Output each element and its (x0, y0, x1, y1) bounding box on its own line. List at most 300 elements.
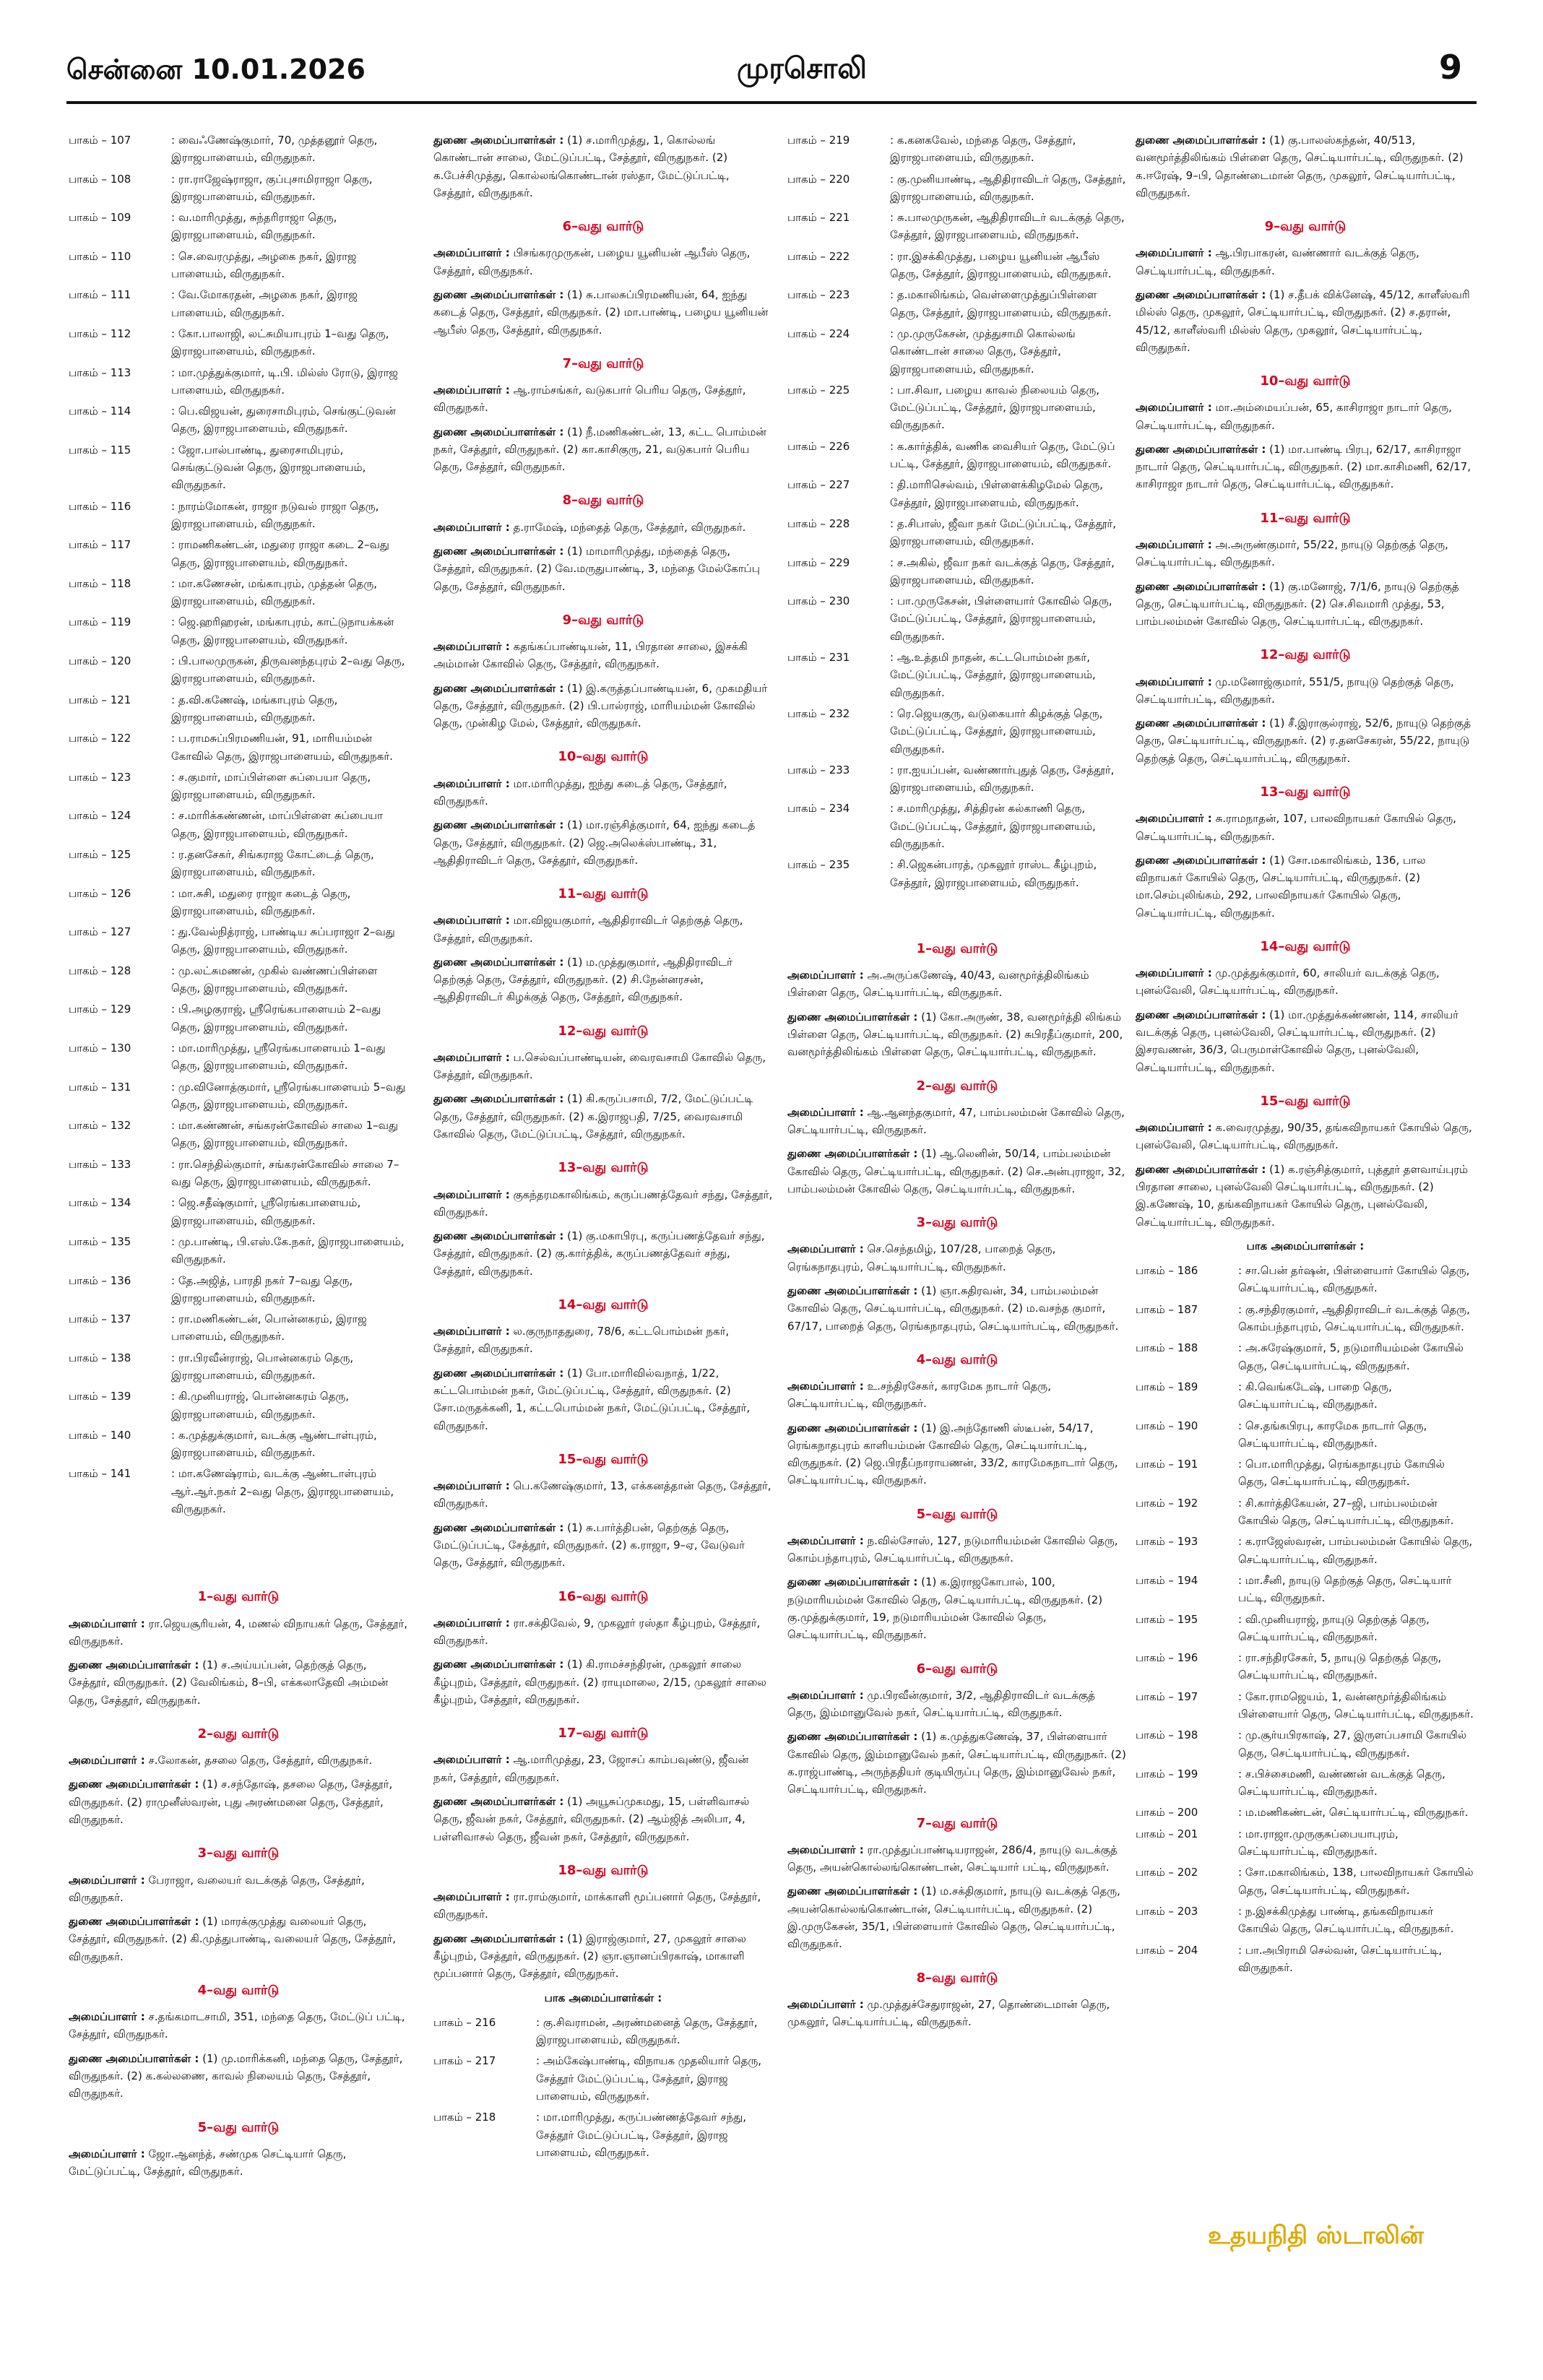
booth-entry (69, 286, 408, 321)
booth-entry (69, 691, 408, 727)
booth-entry (1136, 1378, 1475, 1414)
booth-organiser: : க.ராஜேஸ்வரன், பாம்பலம்மன் கோயில் தெரு, செட்டியார்பட்டி, விருதுநகர். (1238, 1535, 1473, 1566)
organiser-entry (433, 1090, 773, 1143)
booth-entry (787, 515, 1127, 550)
entry-role: அமைப்பாளர் : (433, 776, 510, 790)
entry-role: அமைப்பாளர் : (69, 2010, 145, 2024)
booth-entry (69, 170, 408, 206)
booth-organiser: : கோ.ராமஜெயம், 1, வன்னமூர்த்திலிங்கம் பிள்ளையார் தெரு, செட்டியார்பட்டி, விருதுநகர். (1238, 1689, 1474, 1721)
booth-number: பாகம் – 218 (433, 2111, 496, 2124)
ward-heading: 4–வது வார்டு (197, 1983, 280, 1998)
booth-number: பாகம் – 227 (787, 478, 850, 492)
entry-role: துணை அமைப்பாளர்கள் : (433, 1229, 564, 1243)
booth-organiser: : அம்கேஷ்பாண்டி, விநாயக முதலியார் தெரு, சேத்தூர் மேட்டுப்பட்டி, சேத்தூர், இராஜ பாளையம், விருதுநகர். (536, 2054, 762, 2103)
booth-organiser: : ஜெ.ஹரிஹரன், மங்காபுரம், காட்டுநாயக்கன் தெரு, இராஜபாளையம், விருதுநகர். (171, 615, 394, 646)
booth-organiser: : பொ.மாரிமுத்து, ரெங்கநாதபுரம் கோயில் தெரு, செட்டியார்பட்டி, விருதுநகர். (1238, 1458, 1445, 1489)
entry-text: (1) கு.மகாபிரபு, கருப்பணத்தேவர் சந்து, சேத்தூர், விருதுநகர். (2) கு.கார்த்திக், கருப்பணத்தேவர் சந்து, சேத்தூர், விருதுநகர். (433, 1229, 765, 1278)
entry-text: பிசங்கரமுருகன், பழைய யூனியன் ஆபீஸ் தெரு, சேத்தூர், விருதுநகர். (433, 246, 751, 277)
continued-entry (1136, 131, 1475, 202)
entry-text: உ.சந்திரசேகர், காரமேக நாடார் தெரு, செட்டியார்பட்டி, விருதுநகர். (787, 1379, 1051, 1411)
booth-organiser: : ரா.இசக்கிமுத்து, பழைய யூனியன் ஆபீஸ் தெரு, சேத்தூர், இராஜபாளையம், விருதுநகர். (890, 249, 1112, 281)
organiser-entry (433, 1227, 773, 1280)
entry-role: அமைப்பாளர் : (433, 1753, 510, 1767)
entry-role: துணை அமைப்பாளர்கள் : (433, 287, 564, 301)
ward-heading: 16–வது வார்டு (558, 1588, 649, 1604)
booth-number: பாகம் – 204 (1136, 1943, 1198, 1957)
booth-number: பாகம் – 223 (787, 288, 850, 302)
entry-text: (1) கி.ராமச்சந்திரன், முகலூர் சாலை கீழ்புறம், சேத்தூர், விருதுநகர். (2) ராயுமாலை, 2/15, முகலூர் சாலை கீழ்புறம், சேத்தூர், விருதுநகர். (433, 1658, 766, 1706)
entry-role: துணை அமைப்பாளர்கள் : (69, 1658, 199, 1672)
organiser-entry (1136, 1006, 1475, 1076)
booth-number: பாகம் – 232 (787, 706, 850, 720)
booth-organiser: : ஜோ.பால்பாண்டி, துரைசாமிபுரம், செங்குட்டுவன் தெரு, இராஜபாளையம், விருதுநகர். (171, 443, 366, 492)
entry-role: துணை அமைப்பாளர்கள் : (787, 1010, 918, 1024)
booth-number: பாகம் – 199 (1136, 1767, 1198, 1780)
entry-role: துணை அமைப்பாளர்கள் : (433, 1658, 564, 1671)
organiser-entry (787, 1728, 1127, 1798)
entry-text: பேராஜா, வலையர் வடக்குத் தெரு, சேத்தூர், விருதுநகர். (69, 1873, 365, 1904)
entry-text: ஆ.ஆனந்தகுமார், 47, பாம்பலம்மன் கோவில் தெரு, செட்டியார்பட்டி, விருதுநகர். (787, 1105, 1125, 1136)
entry-role: துணை அமைப்பாளர்கள் : (787, 1421, 918, 1435)
ward-heading: 8–வது வார்டு (562, 493, 644, 509)
booth-organiser: : கு.முனியாண்டி, ஆதிதிராவிடர் தெரு, சேத்தூர், இராஜபாளையம், விருதுநகர். (890, 172, 1126, 203)
entry-role: அமைப்பாளர் : (1136, 675, 1212, 688)
booth-entry (69, 1000, 408, 1036)
booth-organiser: : சி.ஜெகன்பாரத், முகலூர் ராஸ்ட கீழ்புறம், சேத்தூர், இராஜபாளையம், விருதுநகர். (890, 858, 1097, 889)
entry-role: அமைப்பாளர் : (433, 246, 510, 260)
organiser-entry (433, 519, 773, 536)
ward-heading: 14–வது வார்டு (558, 1297, 649, 1313)
booth-organiser: : ரெ.ஜெயகுரு, வடுகையார் கிழக்குத் தெரு, மேட்டுப்பட்டி, சேத்தூர், இராஜபாளையம், விருதுநகர். (890, 706, 1103, 756)
booth-list-2 (433, 2014, 773, 2161)
booth-entry (1136, 1903, 1475, 1938)
ward-heading: 8–வது வார்டு (916, 1970, 998, 1986)
entry-role: துணை அமைப்பாளர்கள் : (69, 2051, 199, 2065)
booth-entry (1136, 1688, 1475, 1723)
booth-number: பாகம் – 117 (69, 538, 131, 552)
ward-heading: 7–வது வார்டு (562, 355, 644, 371)
organiser-entry (433, 1930, 773, 1983)
ward-heading: 10–வது வார்டு (558, 749, 649, 765)
booth-organiser: : பா.சிவா, பழைய காவல் நிலையம் தெரு, மேட்டுப்பட்டி, சேத்தூர், இராஜபாளையம், விருதுநகர். (890, 383, 1100, 432)
booth-number: பாகம் – 120 (69, 654, 131, 668)
ward-heading: 13–வது வார்டு (1260, 784, 1351, 800)
booth-entry (787, 800, 1127, 852)
booth-organiser: : ரா.ஐயப்பன், வண்ணார்புதுத் தெரு, சேத்தூர், இராஜபாளையம், விருதுநகர். (890, 763, 1115, 795)
entry-text: (1) நீ.மணிகண்டன், 13, கட்ட பொம்மன் நகர், சேத்தூர், விருதுநகர். (2) கா.காசிகுரு, 21, வடுகபார் பெரிய தெரு, சேத்தூர், விருதுநகர். (433, 425, 766, 474)
booth-number: பாகம் – 228 (787, 516, 850, 530)
booth-entry (787, 131, 1127, 167)
booth-organiser: : ரா.செந்தில்குமார், சங்கரன்கோவில் சாலை 7–வது தெரு, இராஜபாளையம், விருதுநகர். (171, 1157, 399, 1189)
booth-number: பாகம் – 122 (69, 732, 131, 745)
entry-text: (1) சு.பார்த்திபன், தெற்குத் தெரு, மேட்டுப்பட்டி, சேத்தூர், விருதுநகர். (2) க.ராஜா, 9–ஏ, வேடுவர் தெரு, சேத்தூர், விருதுநகர். (433, 1520, 745, 1570)
entry-text: ச.தங்கமாடசாமி, 351, மந்தை தெரு, மேட்டுப் பட்டி, சேத்தூர், விருதுநகர். (69, 2010, 405, 2041)
booth-organiser: : மா.மாரிமுத்து, ஸ்ரீரெங்கபாளையம் 1–வது தெரு, இராஜபாளையம், விருதுநகர். (171, 1041, 386, 1073)
ward-heading: 9–வது வார்டு (562, 612, 644, 628)
booth-organiser: : ரா.ராஜேஷ்ராஜா, குப்புசாமிராஜா தெரு, இராஜபாளையம், விருதுநகர். (171, 172, 373, 203)
entry-text: (1) ம.சக்திகுமார், நாயுடு வடக்குத் தெரு, அயன்கொல்லங்கொண்டான், செட்டியார்பட்டி, விருதுநகர். (2) இ.முருகேசன், 35/1, பிள்ளையார் கோவில் தெரு, செட்டியார்பட்டி, விருதுநகர். (787, 1884, 1120, 1951)
booth-number: பாகம் – 133 (69, 1157, 131, 1171)
entry-role: அமைப்பாளர் : (787, 1242, 864, 1256)
booth-number: பாகம் – 108 (69, 172, 131, 186)
booth-organiser: : க.கனகவேல், மந்தை தெரு, சேத்தூர், இராஜபாளையம், விருதுநகர். (890, 134, 1076, 165)
booth-number: பாகம் – 189 (1136, 1380, 1198, 1393)
organiser-entry (787, 1532, 1127, 1567)
booth-entry (1136, 1726, 1475, 1762)
booth-number: பாகம் – 131 (69, 1080, 131, 1094)
entry-text: (1) கு.பாலஸ்கந்தன், 40/513, வனமூர்த்திலிங்கம் பிள்ளை தெரு, செட்டியார்பட்டி, விருதுநகர். (2) க.ஈரேஷ், 9–பி, தொண்டைமான் தெரு, முகலூர், செட்டியார்பட்டி, விருதுநகர். (1136, 134, 1464, 199)
booth-number: பாகம் – 136 (69, 1273, 131, 1287)
booth-organiser: : க.கார்த்திக், வணிக வைசியர் தெரு, மேட்டுப் பட்டி, சேத்தூர், இராஜபாளையம், விருதுநகர். (890, 439, 1115, 471)
booth-organiser: : மா.சீனி, நாயுடு தெற்குத் தெரு, செட்டியார் பட்டி, விருதுநகர். (1238, 1573, 1452, 1605)
entry-role: துணை அமைப்பாளர்கள் : (787, 1284, 918, 1297)
booth-entry (787, 170, 1127, 206)
booth-organiser: : பா.அபிராமி செல்வன், செட்டியார்பட்டி, விருதுநகர். (1238, 1943, 1443, 1974)
booth-entry (69, 575, 408, 610)
booth-entry (69, 1349, 408, 1385)
ward-heading: 13–வது வார்டு (558, 1160, 649, 1176)
booth-entry (69, 248, 408, 283)
entry-text: ரா.ராம்குமார், மாக்காளி மூப்பனார் தெரு, சேத்தூர், விருதுநகர். (433, 1890, 761, 1921)
booth-organiser: : ம.மணிகண்டன், செட்டியார்பட்டி, விருதுநகர். (1238, 1806, 1469, 1819)
ward-heading: 14–வது வார்டு (1260, 938, 1351, 954)
entry-text: குகந்தரமகாலிங்கம், கருப்பணத்தேவர் சந்து, சேத்தூர், விருதுநகர். (433, 1187, 773, 1219)
booth-entry (1136, 1611, 1475, 1646)
entry-role: அமைப்பாளர் : (433, 1050, 510, 1064)
entry-text: (1) மாமாரிமுத்து, மந்தைத் தெரு, சேத்தூர், விருதுநகர். (2) வே.மருதுபாண்டி, 3, மந்தை மேல்கோப்பு தெரு, சேத்தூர், விருதுநகர். (433, 544, 760, 593)
booth-number: பாகம் – 198 (1136, 1728, 1198, 1742)
entry-text: (1) சு.பாலசுப்பிரமணியன், 64, ஐந்து கடைத் தெரு, சேத்தூர், விருதுநகர். (2) மா.பாண்டி, பழைய யூனியன் ஆபீஸ் தெரு, சேத்தூர், விருதுநகர். (433, 287, 769, 337)
booth-organiser: : த.வி.கணேஷ், மங்காபுரம் தெரு, இராஜபாளையம், விருதுநகர். (171, 693, 338, 724)
booth-organiser: : சு.பாலமுருகன், ஆதிதிராவிடர் வடக்குத் தெரு, சேத்தூர், இராஜபாளையம், விருதுநகர். (890, 211, 1125, 242)
booth-organiser: : வ.மாரிமுத்து, சுந்தரிராஜா தெரு, இராஜபாளையம், விருதுநகர். (171, 211, 337, 242)
booth-number: பாகம் – 191 (1136, 1458, 1198, 1471)
ward-heading: 2–வது வார்டு (916, 1078, 998, 1094)
organiser-entry (69, 1615, 408, 1650)
booth-entry (69, 807, 408, 842)
entry-text: ப.செல்வப்பாண்டியன், வைரவசாமி கோவில் தெரு, சேத்தூர், விருதுநகர். (433, 1050, 766, 1082)
entry-text: (1) ம.முத்துகுமார், ஆதிதிராவிடர் தெற்குத் தெரு, சேத்தூர், விருதுநகர். (2) சி.நேன்னரசன், ஆதிதிராவிடர் கிழக்குத் தெரு, சேத்தூர், விருதுநகர். (433, 955, 732, 1004)
page-number: 9 (1439, 48, 1463, 87)
entry-role: துணை அமைப்பாளர்கள் : (433, 1092, 564, 1106)
booth-entry (69, 613, 408, 649)
entry-role: துணை அமைப்பாளர்கள் : (433, 1931, 564, 1945)
organiser-entry (1136, 1161, 1475, 1231)
booth-number: பாகம் – 107 (69, 134, 131, 147)
organiser-entry (69, 1871, 408, 1907)
booth-entry (433, 2052, 773, 2105)
entry-role: அமைப்பாளர் : (787, 1533, 864, 1547)
booth-entry (787, 325, 1127, 378)
entry-role: அமைப்பாளர் : (787, 1105, 864, 1119)
booth-organiser: : வே.மோகரதன், அழகை நகர், இராஜ பாளையம், விருதுநகர். (171, 288, 358, 319)
entry-role: அமைப்பாளர் : (1136, 812, 1212, 826)
entry-role: துணை அமைப்பாளர்கள் : (1136, 1162, 1266, 1176)
entry-text: (1) க.இராஜகோபால், 100, நடுமாரியம்மன் கோவில் தெரு, செட்டியார்பட்டி, விருதுநகர். (2) கு.முத்துக்குமார், 19, நடுமாரியம்மன் கோவில் தெரு, செட்டியார்பட்டி, விருதுநகர். (787, 1575, 1103, 1642)
booth-number: பாகம் – 124 (69, 809, 131, 823)
booth-organiser: : ஜெ.சதீஷ்குமார், ஸ்ரீரெங்கபாளையம், இராஜபாளையம், விருதுநகர். (171, 1196, 361, 1227)
entry-text: மா.மாரிமுத்து, ஐந்து கடைத் தெரு, சேத்தூர், விருதுநகர். (433, 776, 727, 808)
organiser-entry (433, 286, 773, 339)
organiser-entry (69, 1656, 408, 1709)
entry-text: (1) மு.மாரிக்கனி, மந்தை தெரு, சேத்தூர், விருதுநகர். (2) க.கல்லணை, காவல் நிலையம் தெரு, சேத்தூர், விருதுநகர். (69, 2051, 403, 2100)
booth-organiser: : ப.ராமசுப்பிரமணியன், 91, மாரியம்மன் கோவில் தெரு, இராஜபாளையம், விருதுநகர். (171, 732, 393, 763)
organiser-entry (1136, 810, 1475, 845)
booth-number: பாகம் – 127 (69, 925, 131, 939)
entry-role: துணை அமைப்பாளர்கள் : (1136, 853, 1266, 867)
entry-role: அமைப்பாளர் : (1136, 1121, 1212, 1135)
ward-heading: 18–வது வார்டு (558, 1862, 649, 1878)
entry-role: அமைப்பாளர் : (787, 1379, 864, 1393)
booth-entry (69, 1465, 408, 1518)
organiser-entry (69, 1775, 408, 1828)
booth-organiser: : மு.வினோத்குமார், ஸ்ரீரெங்கபாளையம் 5–வது தெரு, இராஜபாளையம், விருதுநகர். (171, 1080, 406, 1111)
booth-organiser: : மு.முருகேசன், முத்துசாமி கொல்லங் கொண்டான் சாலை தெரு, சேத்தூர், இராஜபாளையம், விருதுநகர். (890, 326, 1076, 376)
entry-text: க.வைரமுத்து, 90/35, தங்கவிநாயகர் கோயில் தெரு, புனல்வேலி, செட்டியார்பட்டி, விருதுநகர். (1136, 1121, 1472, 1152)
booth-entry (69, 885, 408, 920)
issue-date: சென்னை 10.01.2026 (66, 53, 366, 85)
column-2 (433, 131, 773, 2165)
organiser-entry (1136, 714, 1475, 767)
booth-number: பாகம் – 188 (1136, 1341, 1198, 1355)
organiser-entry (787, 1240, 1127, 1276)
booth-entry (1136, 1417, 1475, 1453)
organiser-entry (69, 1752, 408, 1769)
booth-organisers-heading: பாக அமைப்பாளர்கள் : (1246, 1239, 1365, 1252)
entry-role: துணை அமைப்பாளர்கள் : (1136, 442, 1266, 456)
entry-text: (1) ச.மாரிமுத்து, 1, கொல்லங் கொண்டான் சாலை, மேட்டுப்பட்டி, சேத்தூர், விருதுநகர். (2) க.பேச்சிமுத்து, கொல்லங்கொண்டான் ரஸ்தா, மேட்டுப்பட்டி, சேத்தூர், விருதுநகர். (433, 134, 730, 199)
entry-text: ஆ.பிரபாகரன், வண்ணார் வடக்குத் தெரு, செட்டியார்பட்டி, விருதுநகர். (1136, 246, 1419, 277)
organiser-entry (1136, 852, 1475, 922)
booth-entry (69, 1194, 408, 1229)
booth-number: பாகம் – 138 (69, 1351, 131, 1364)
booth-entry (69, 730, 408, 765)
organiser-entry (69, 2145, 408, 2181)
entry-role: துணை அமைப்பாளர்கள் : (433, 818, 564, 832)
entry-text: (1) கு.மனோஜ், 7/1/6, நாயுடு தெற்குத் தெரு, செட்டியார்பட்டி, விருதுநகர். (2) செ.சிவமாரி முத்து, 53, பாம்பலம்மன் கோவில் தெரு, செட்டியார்பட்டி, விருதுநகர். (1136, 579, 1459, 628)
ward-heading: 1–வது வார்டு (916, 940, 998, 956)
booth-number: பாகம் – 111 (69, 288, 131, 302)
booth-entry (69, 1078, 408, 1114)
booth-entry (69, 1272, 408, 1307)
organiser-entry (433, 1751, 773, 1786)
booth-number: பாகம் – 134 (69, 1196, 131, 1210)
entry-text: மு.பிரவீன்குமார், 3/2, ஆதிதிராவிடர் வடக்குத் தெரு, இம்மானுவேல் நகர், செட்டியார்பட்டி, விருதுநகர். (787, 1688, 1096, 1720)
organiser-entry (433, 1186, 773, 1221)
booth-organiser: : மா.முத்துக்குமார், டி.பி. மில்ஸ் ரோடு, இராஜ பாளையம், விருதுநகர். (171, 365, 398, 397)
organiser-entry (433, 1519, 773, 1572)
booth-number: பாகம் – 113 (69, 365, 131, 379)
ward-heading: 1–வது வார்டு (197, 1589, 280, 1605)
booth-number: பாகம் – 135 (69, 1234, 131, 1248)
booth-number: பாகம் – 132 (69, 1119, 131, 1133)
column-4 (1136, 131, 1475, 1980)
entry-role: துணை அமைப்பாளர்கள் : (433, 544, 564, 558)
booth-organiser: : சோ.மகாலிங்கம், 138, பாலவிநாயகர் கோயில் தெரு, செட்டியார்பட்டி, விருதுநகர். (1238, 1866, 1474, 1897)
organiser-entry (787, 1008, 1127, 1061)
organiser-entry (433, 1793, 773, 1845)
booth-number: பாகம் – 220 (787, 172, 850, 186)
ward-heading: 17–வது வார்டு (558, 1726, 649, 1741)
booth-entry (787, 209, 1127, 244)
entry-role: அமைப்பாளர் : (69, 1754, 145, 1767)
entry-text: (1) இ.கருத்தப்பாண்டியன், 6, முகமதியர் தெரு, சேத்தூர், விருதுநகர். (2) பி.பால்ராஜ், மாரியம்மன் கோவில் தெரு, முன்கிழ மேல், சேத்தூர், விருதுநகர். (433, 681, 768, 730)
organiser-entry (787, 1573, 1127, 1643)
organiser-entry (787, 1145, 1127, 1198)
ward-heading: 12–வது வார்டு (1260, 647, 1351, 663)
booth-number: பாகம் – 200 (1136, 1806, 1198, 1819)
entry-role: துணை அமைப்பாளர்கள் : (433, 681, 564, 695)
entry-text: (1) சீ.இராகுல்ராஜ், 52/6, நாயுடு தெற்குத் தெரு, செட்டியார்பட்டி, விருதுநகர். (2) ர.தனசேகரன், 55/22, நாயுடு தெற்குத் தெரு, செட்டியார்பட்டி, விருதுநகர். (1136, 717, 1471, 765)
organiser-entry (787, 1687, 1127, 1722)
booth-entry (1136, 1649, 1475, 1684)
booth-organiser: : த.சிபாஸ், ஜீவா நகர் மேட்டுப்பட்டி, சேத்தூர், இராஜபாளையம், விருதுநகர். (890, 516, 1117, 548)
booth-number: பாகம் – 229 (787, 555, 850, 569)
booth-list-3 (787, 131, 1127, 891)
entry-text: த.ராமேஷ், மந்தைத் தெரு, சேத்தூர், விருதுநகர். (509, 520, 746, 534)
ward-list-1 (69, 1586, 408, 2180)
booth-number: பாகம் – 139 (69, 1390, 131, 1403)
booth-entry (1136, 1533, 1475, 1568)
entry-text: மு.மனோஜ்குமார், 551/5, நாயுடு தெற்குத் தெரு, செட்டியார்பட்டி, விருதுநகர். (1136, 675, 1454, 706)
entry-role: அமைப்பாளர் : (433, 914, 510, 927)
ward-heading: 11–வது வார்டு (1260, 510, 1351, 526)
booth-entry (1136, 1455, 1475, 1491)
entry-role: அமைப்பாளர் : (787, 1843, 864, 1856)
booth-organiser: : மா.ராஜா.முருகுசுப்பையாபுரம், செட்டியார்பட்டி, விருதுநகர். (1238, 1827, 1399, 1858)
booth-entry (69, 652, 408, 688)
column-3 (787, 131, 1127, 2037)
organiser-entry (433, 953, 773, 1006)
entry-text: சு.ராமநாதன், 107, பாலவிநாயகர் கோயில் தெரு, செட்டியார்பட்டி, விருதுநகர். (1136, 812, 1457, 843)
entry-role: துணை அமைப்பாளர்கள் : (1136, 134, 1266, 147)
booth-entry (787, 438, 1127, 473)
booth-number: பாகம் – 125 (69, 847, 131, 861)
booth-number: பாகம் – 137 (69, 1312, 131, 1326)
entry-role: துணை அமைப்பாளர்கள் : (69, 1915, 199, 1929)
booth-list-1 (69, 131, 408, 1518)
organiser-entry (433, 1888, 773, 1924)
booth-number: பாகம் – 219 (787, 134, 850, 147)
entry-role: துணை அமைப்பாளர்கள் : (1136, 579, 1266, 593)
booth-entry (787, 248, 1127, 283)
booth-list-4 (1136, 1262, 1475, 1976)
booth-organiser: : சி.கார்த்திகேயன், 27–ஜி, பாம்பலம்மன் கோயில் தெரு, செட்டியார்பட்டி, விருதுநகர். (1238, 1496, 1454, 1528)
booth-entry (787, 705, 1127, 758)
entry-text: ரா.முத்துப்பாண்டியராஜன், 286/4, நாயுடு வடக்குத் தெரு, அயன்கொல்லங்கொண்டான், செட்டியார் பட்டி, விருதுநகர். (787, 1843, 1118, 1874)
booth-number: பாகம் – 193 (1136, 1535, 1198, 1549)
entry-role: அமைப்பாளர் : (1136, 401, 1212, 415)
booth-number: பாகம் – 116 (69, 499, 131, 513)
entry-role: அமைப்பாளர் : (69, 1617, 145, 1630)
booth-organiser: : நாரம்மோகன், ராஜா நடுவல் ராஜா தெரு, இராஜபாளையம், விருதுநகர். (171, 499, 379, 530)
organiser-entry (433, 912, 773, 947)
entry-text: மு.முத்துக்குமார், 60, சாலியர் வடக்குத் தெரு, புனல்வேலி, செட்டியார்பட்டி, விருதுநகர். (1136, 966, 1440, 998)
entry-role: அமைப்பாளர் : (69, 1873, 145, 1887)
organiser-entry (1136, 244, 1475, 280)
booth-organiser: : வைஃணேஷ்குமார், 70, முத்தனூர் தெரு, இராஜபாளையம், விருதுநகர். (171, 134, 378, 165)
organiser-entry (1136, 286, 1475, 356)
entry-role: துணை அமைப்பாளர்கள் : (433, 1520, 564, 1534)
column-gap (787, 895, 1127, 924)
organiser-entry (787, 1419, 1127, 1489)
booth-organiser: : மா.மாரிமுத்து, கருப்பண்ணத்தேவர் சந்து, சேத்தூர் மேட்டுப்பட்டி, சேத்தூர், இராஜ பாளையம், விருதுநகர். (536, 2111, 747, 2159)
booth-number: பாகம் – 217 (433, 2054, 496, 2068)
entry-role: துணை அமைப்பாளர்கள் : (787, 1730, 918, 1744)
booth-number: பாகம் – 141 (69, 1467, 131, 1481)
ward-list-4 (1136, 216, 1475, 1231)
booth-organiser: : செ.வைரமுத்து, அழகை நகர், இராஜ பாளையம், விருதுநகர். (171, 249, 357, 281)
booth-organiser: : பி.அழகுராஜ், ஸ்ரீரெங்கபாளையம் 2–வது தெரு, இராஜபாளையம், விருதுநகர். (171, 1003, 381, 1034)
booth-organiser: : ரா.மணிகண்டன், பொன்னகரம், இராஜ பாளையம், விருதுநகர். (171, 1312, 367, 1343)
booth-organiser: : மா.கணேஷ்ராம், வடக்கு ஆண்டாள்புரம் ஆர்.ஆர்.நகர் 2–வது தெரு, இராஜபாளையம், விருதுநகர். (171, 1467, 394, 1516)
ward-heading: 5–வது வார்டு (916, 1506, 998, 1522)
ward-heading: 2–வது வார்டு (197, 1726, 280, 1742)
entry-role: துணை அமைப்பாளர்கள் : (1136, 1008, 1266, 1021)
booth-entry (69, 1039, 408, 1075)
booth-entry (69, 402, 408, 438)
entry-role: அமைப்பாளர் : (787, 1688, 864, 1702)
entry-text: (1) ச.தீபக் விக்னேஷ், 45/12, காளீஸ்வரி மில்ஸ் தெரு, முகலூர், செட்டியார்பட்டி, விருதுநகர். (2) ச.தரான், 45/12, காளீஸ்வரி மில்ஸ் தெரு, முகலூர், செட்டியார்பட்டி, விருதுநகர். (1136, 287, 1470, 354)
entry-text: மா.விஜயகுமார், ஆதிதிராவிடர் தெற்குத் தெரு, சேத்தூர், விருதுநகர். (433, 914, 743, 945)
organiser-entry (433, 816, 773, 869)
booth-number: பாகம் – 234 (787, 802, 850, 815)
booth-organiser: : ச.அகில், ஜீவா நகர் வடக்குத் தெரு, சேத்தூர், இராஜபாளையம், விருதுநகர். (890, 555, 1115, 587)
entry-text: ந.வில்சோஸ், 127, நடுமாரியம்மன் கோவில் தெரு, கொம்பந்தாபுரம், செட்டியார்பட்டி, விருதுநகர். (787, 1533, 1118, 1565)
booth-organiser: : பி.பாலமுருகன், திருவனந்தபுரம் 2–வது தெரு, இராஜபாளையம், விருதுநகர். (171, 654, 405, 685)
booth-entry (69, 1117, 408, 1152)
entry-role: துணை அமைப்பாளர்கள் : (433, 1794, 564, 1808)
entry-text: ல.குருநாததுரை, 78/6, கட்டபொம்மன் நகர், சேத்தூர், விருதுநகர். (433, 1325, 730, 1356)
booth-number: பாகம் – 195 (1136, 1612, 1198, 1626)
entry-text: (1) மாரக்குமுத்து வலையர் தெரு, சேத்தூர், விருதுநகர். (2) கி.முத்துபாண்டி, வலையர் தெரு, சேத்தூர், விருதுநகர். (69, 1915, 397, 1963)
organiser-entry (787, 1377, 1127, 1413)
entry-text: (1) க.ரஞ்சித்குமார், புத்தூர் தளவாய்புரம் பிரதான சாலை, புனல்வேலி செட்டியார்பட்டி, விருதுநகர். (2) இ.கணேஷ், 10, தங்கவிநாயகர் கோயில் தெரு, புனல்வேலி, செட்டியார்பட்டி, விருதுநகர். (1136, 1162, 1469, 1229)
booth-number: பாகம் – 231 (787, 651, 850, 665)
ward-heading: 5–வது வார்டு (197, 2119, 280, 2135)
booth-organiser: : பா.முருகேசன், பிள்ளையார் கோவில் தெரு, மேட்டுப்பட்டி, சேத்தூர், இராஜபாளையம், விருதுநகர். (890, 594, 1112, 643)
organiser-entry (433, 244, 773, 280)
ward-heading: 3–வது வார்டு (197, 1845, 280, 1861)
entry-text: (1) கோ.அருண், 38, வனமூர்த்தி லிங்கம் பிள்ளை தெரு, செட்டியார்பட்டி, விருதுநகர். (2) சுபிரதீப்குமார், 200, வனமூர்த்திலிங்கம் பிள்ளை தெரு, செட்டியார்பட்டி, விருதுநகர். (787, 1010, 1123, 1059)
booth-organiser: : பெ.விஜயன், துரைசாமிபுரம், செங்குட்டுவன் தெரு, இராஜபாளையம், விருதுநகர். (171, 404, 396, 436)
booth-entry (69, 536, 408, 571)
booth-number: பாகம் – 225 (787, 383, 850, 397)
booth-number: பாகம் – 187 (1136, 1302, 1198, 1316)
booth-number: பாகம் – 230 (787, 594, 850, 608)
entry-text: ச.லோகன், தசலை தெரு, சேத்தூர், விருதுநகர். (144, 1754, 373, 1767)
ward-heading: 6–வது வார்டு (916, 1661, 998, 1676)
booth-entry (433, 2014, 773, 2049)
booth-entry (69, 1233, 408, 1268)
entry-role: அமைப்பாளர் : (433, 1479, 510, 1493)
booth-number: பாகம் – 115 (69, 443, 131, 456)
entry-text: ரா.ஜெயசூரியன், 4, மணல் விநாயகர் தெரு, சேத்தூர், விருதுநகர். (69, 1617, 408, 1648)
ward-list-3 (787, 938, 1127, 2030)
entry-role: துணை அமைப்பாளர்கள் : (433, 1366, 564, 1380)
booth-number: பாகம் – 224 (787, 326, 850, 340)
booth-number: பாகம் – 119 (69, 615, 131, 629)
organiser-entry (1136, 578, 1475, 631)
booth-organiser: : மு.பாண்டி, பி.எஸ்.கே.நகர், இராஜபாளையம், விருதுநகர். (171, 1234, 405, 1266)
booth-entry (1136, 1942, 1475, 1977)
booth-number: பாகம் – 203 (1136, 1904, 1198, 1918)
entry-text: கதங்கப்பாண்டியன், 11, பிரதான சாலை, இசக்கி அம்மான் கோவில் தெரு, சேத்தூர், விருதுநகர். (433, 639, 748, 671)
entry-role: அமைப்பாளர் : (1136, 246, 1212, 260)
booth-entry (433, 2108, 773, 2161)
booth-number: பாகம் – 130 (69, 1041, 131, 1055)
organiser-entry (69, 1913, 408, 1965)
